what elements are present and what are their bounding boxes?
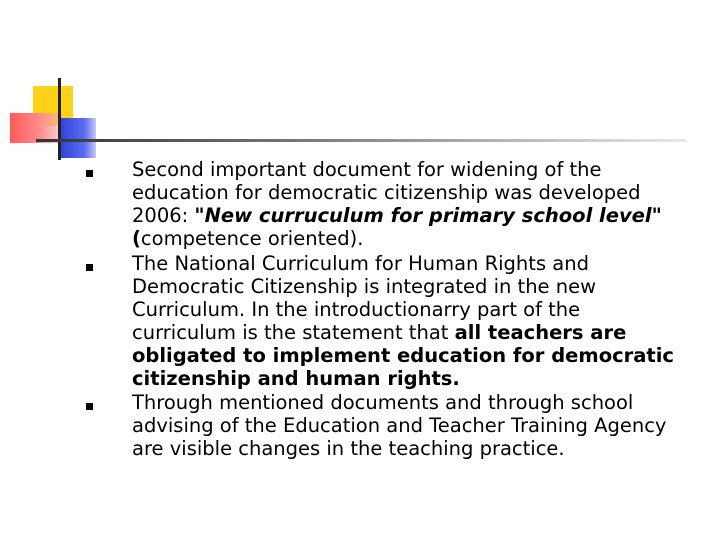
bullet-item [86,252,686,390]
bullet-text-part: ( [132,227,141,250]
bullet-text-part: Through mentioned documents and through school advising of the Education and Teacher Training Agency are visible changes in the teaching practice. [132,391,667,460]
logo-vertical-line [58,78,61,160]
bullet-emphasis: all teachers are obligated to implement education for democratic citizenship and human rights. [132,321,674,390]
bullet-text-part: The National Curriculum for Human Rights and Democratic Citizenship is integrated in the new Curriculum. In the introductionarry part of the curriculum is the statement that [132,252,597,344]
bullet-text-part: Second important document for widening of the education for democratic citizenship was developed 2006: [132,158,641,227]
bullet-item [86,158,686,250]
bullet-item [86,391,686,460]
bullet-list [86,158,686,460]
bullet-text-part: competence oriented). [140,227,364,250]
logo-blue-square [58,118,96,158]
bullet-square-icon [86,170,93,177]
bullet-square-icon [86,403,93,410]
bullet-square-icon [86,264,93,271]
title-divider-line [36,139,686,142]
curriculum-title: "New curruculum for primary school level" [194,204,662,227]
slide-content [86,158,686,460]
